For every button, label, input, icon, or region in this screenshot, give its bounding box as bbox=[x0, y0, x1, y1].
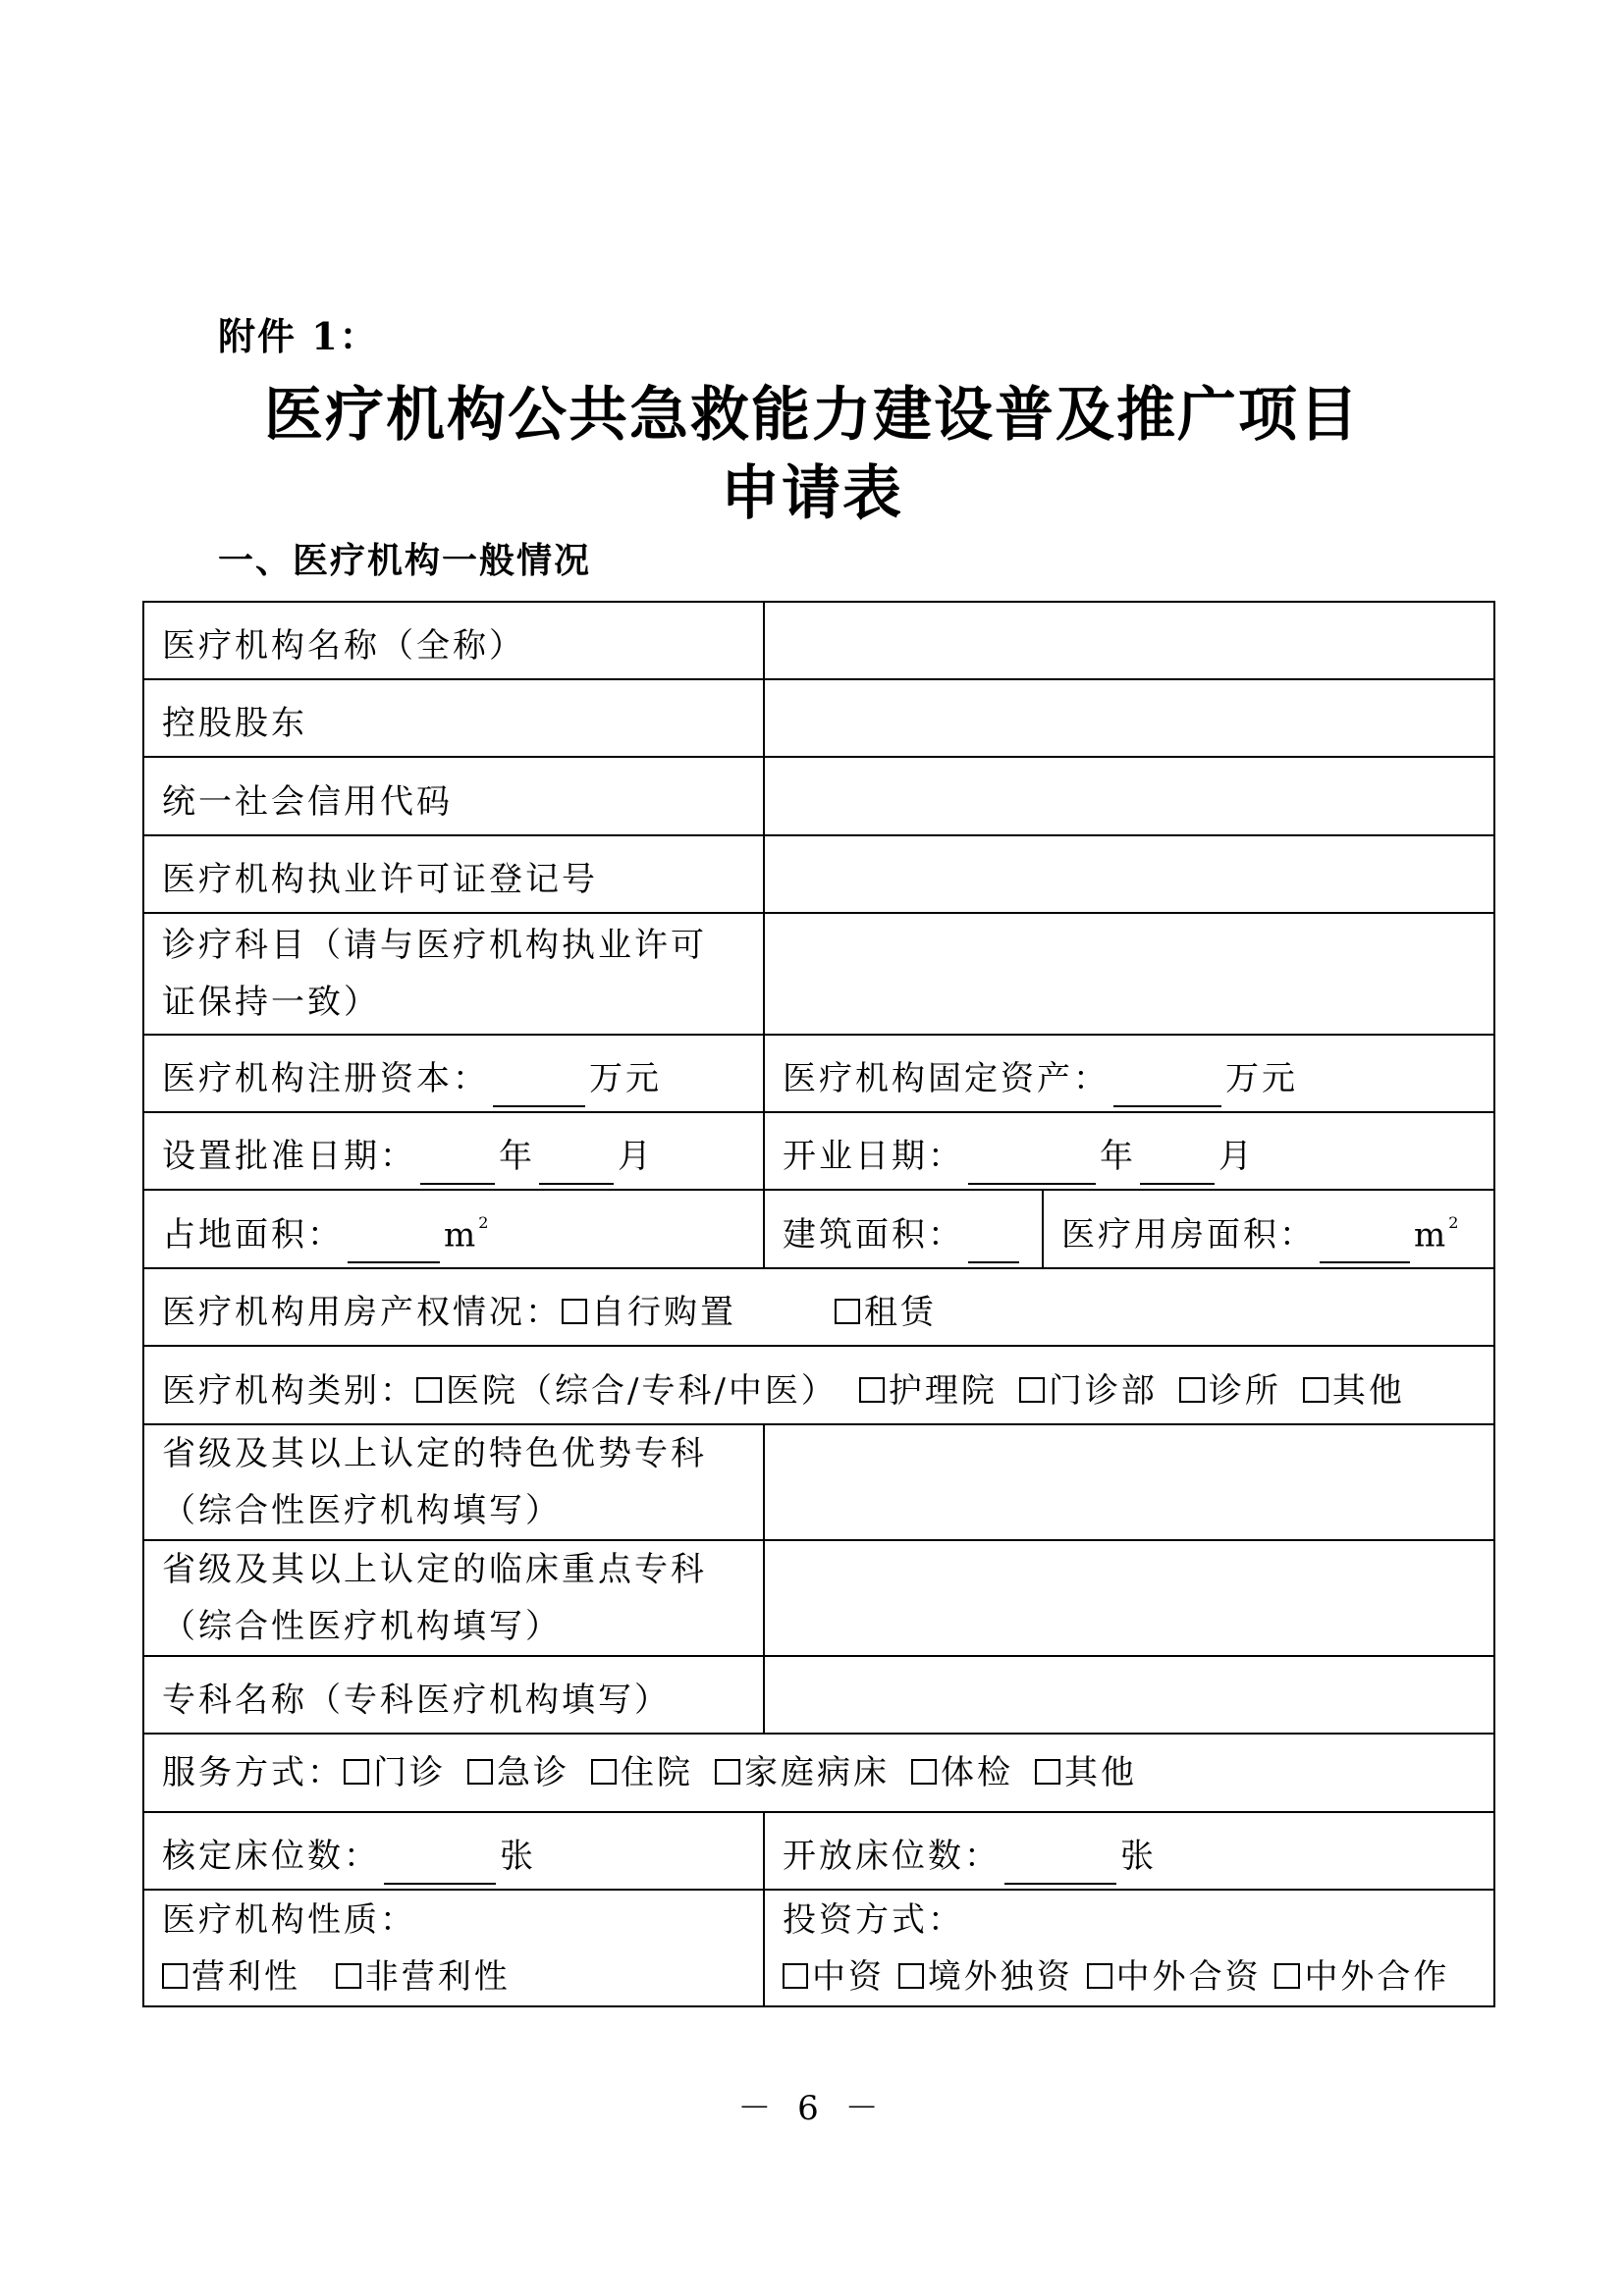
checkbox-icon[interactable] bbox=[1087, 1963, 1112, 1989]
form-row-capital bbox=[144, 1036, 1493, 1113]
approval-month-unit: 月 bbox=[618, 1137, 654, 1176]
form-row-departments bbox=[144, 914, 1493, 1036]
checkbox-icon[interactable] bbox=[1303, 1377, 1328, 1403]
license-no-field[interactable] bbox=[765, 836, 1493, 912]
fixed-assets-input[interactable] bbox=[1113, 1072, 1221, 1107]
checkbox-icon[interactable] bbox=[1019, 1377, 1045, 1403]
opening-year-unit: 年 bbox=[1100, 1137, 1136, 1176]
checkbox-icon[interactable] bbox=[416, 1377, 442, 1403]
investment-options bbox=[783, 1949, 1449, 2005]
key-specialty-field[interactable] bbox=[765, 1541, 1493, 1655]
property-label: 医疗机构用房产权情况： bbox=[162, 1293, 562, 1332]
approval-month-input[interactable] bbox=[539, 1149, 614, 1185]
form-row-beds bbox=[144, 1813, 1493, 1891]
checkbox-icon[interactable] bbox=[835, 1299, 860, 1324]
opening-year-input[interactable] bbox=[968, 1149, 1096, 1185]
nature-cell bbox=[144, 1891, 765, 2005]
form-row-dates bbox=[144, 1113, 1493, 1191]
checkbox-icon[interactable] bbox=[591, 1759, 617, 1785]
land-area-label: 占地面积： bbox=[162, 1215, 344, 1255]
form-row-key-specialty bbox=[144, 1541, 1493, 1657]
building-area-label: 建筑面积： bbox=[783, 1215, 964, 1255]
nature-options bbox=[162, 1949, 532, 2005]
approved-beds-label: 核定床位数： bbox=[162, 1837, 380, 1876]
license-no-label: 医疗机构执业许可证登记号 bbox=[144, 836, 765, 912]
registered-capital-label: 医疗机构注册资本： bbox=[162, 1059, 489, 1098]
attachment-label: 附件 1： bbox=[218, 314, 379, 358]
registered-capital-unit: 万元 bbox=[589, 1059, 662, 1098]
registered-capital-cell bbox=[144, 1036, 765, 1111]
open-beds-cell bbox=[765, 1813, 1493, 1889]
form-row-org-name bbox=[144, 603, 1493, 680]
land-area-cell bbox=[144, 1191, 765, 1267]
checkbox-icon[interactable] bbox=[467, 1759, 493, 1785]
property-option-purchase[interactable]: 自行购置 bbox=[562, 1284, 736, 1341]
org-name-label: 医疗机构名称（全称） bbox=[144, 603, 765, 678]
checkbox-icon[interactable] bbox=[562, 1299, 587, 1324]
specialty-name-field[interactable] bbox=[765, 1657, 1493, 1733]
checkbox-icon[interactable] bbox=[1035, 1759, 1060, 1785]
nature-option-profit[interactable]: 营利性 bbox=[162, 1949, 300, 2005]
departments-label-line1: 诊疗科目（请与医疗机构执业许可 bbox=[162, 926, 707, 965]
service-option-checkup[interactable]: 体检 bbox=[911, 1744, 1013, 1801]
org-name-field[interactable] bbox=[765, 603, 1493, 678]
opening-month-unit: 月 bbox=[1218, 1137, 1255, 1176]
nature-option-nonprofit[interactable]: 非营利性 bbox=[336, 1949, 511, 2005]
investment-option-domestic[interactable]: 中资 bbox=[783, 1949, 885, 2005]
form-row-shareholder bbox=[144, 680, 1493, 758]
checkbox-icon[interactable] bbox=[1274, 1963, 1300, 1989]
open-beds-input[interactable] bbox=[1004, 1849, 1116, 1885]
approved-beds-unit: 张 bbox=[500, 1837, 536, 1876]
property-cell bbox=[144, 1269, 1493, 1345]
category-option-hospital[interactable]: 医院（综合/专科/中医） bbox=[416, 1362, 838, 1419]
investment-label: 投资方式： bbox=[783, 1899, 964, 1940]
service-option-outpatient[interactable]: 门诊 bbox=[344, 1744, 446, 1801]
category-option-outpatient[interactable]: 门诊部 bbox=[1019, 1362, 1158, 1419]
shareholder-label: 控股股东 bbox=[144, 680, 765, 756]
application-form bbox=[142, 601, 1495, 2007]
category-option-clinic[interactable]: 诊所 bbox=[1179, 1362, 1281, 1419]
category-cell bbox=[144, 1347, 1493, 1423]
approved-beds-input[interactable] bbox=[384, 1849, 496, 1885]
checkbox-icon[interactable] bbox=[1179, 1377, 1205, 1403]
page-subtitle: 申请表 bbox=[721, 459, 903, 528]
checkbox-icon[interactable] bbox=[715, 1759, 740, 1785]
property-option-lease[interactable]: 租赁 bbox=[835, 1284, 937, 1341]
form-row-property bbox=[144, 1269, 1493, 1347]
checkbox-icon[interactable] bbox=[898, 1963, 924, 1989]
opening-month-input[interactable] bbox=[1140, 1149, 1215, 1185]
departments-label bbox=[144, 914, 765, 1034]
form-row-service bbox=[144, 1735, 1493, 1813]
key-specialty-label bbox=[144, 1541, 765, 1655]
category-option-nursing[interactable]: 护理院 bbox=[859, 1362, 998, 1419]
approval-year-input[interactable] bbox=[420, 1149, 495, 1185]
checkbox-icon[interactable] bbox=[162, 1963, 188, 1989]
credit-code-label: 统一社会信用代码 bbox=[144, 758, 765, 834]
form-row-areas bbox=[144, 1191, 1493, 1269]
fixed-assets-unit: 万元 bbox=[1225, 1059, 1298, 1098]
service-option-other[interactable]: 其他 bbox=[1035, 1744, 1137, 1801]
medical-area-label: 医疗用房面积： bbox=[1061, 1215, 1316, 1255]
building-area-cell bbox=[765, 1191, 1044, 1267]
form-row-specialty-name bbox=[144, 1657, 1493, 1735]
service-label: 服务方式： bbox=[162, 1753, 344, 1792]
medical-area-unit: $m^2$ bbox=[1414, 1212, 1462, 1255]
approval-year-unit: 年 bbox=[499, 1137, 535, 1176]
medical-area-cell bbox=[1044, 1191, 1493, 1267]
approval-date-cell bbox=[144, 1113, 765, 1189]
checkbox-icon[interactable] bbox=[344, 1759, 369, 1785]
service-option-inpatient[interactable]: 住院 bbox=[591, 1744, 693, 1801]
specialty-name-label: 专科名称（专科医疗机构填写） bbox=[144, 1657, 765, 1733]
form-row-nature bbox=[144, 1891, 1493, 2005]
service-option-emergency[interactable]: 急诊 bbox=[467, 1744, 569, 1801]
open-beds-unit: 张 bbox=[1120, 1837, 1157, 1876]
section-heading: 一、医疗机构一般情况 bbox=[218, 540, 592, 581]
investment-option-coop[interactable]: 中外合作 bbox=[1274, 1949, 1449, 2005]
opening-date-label: 开业日期： bbox=[783, 1137, 964, 1176]
form-row-featured-specialty bbox=[144, 1425, 1493, 1541]
featured-specialty-field[interactable] bbox=[765, 1425, 1493, 1539]
approved-beds-cell bbox=[144, 1813, 765, 1889]
opening-date-cell bbox=[765, 1113, 1493, 1189]
form-row-category bbox=[144, 1347, 1493, 1425]
key-specialty-line1: 省级及其以上认定的临床重点专科 bbox=[162, 1550, 707, 1589]
fixed-assets-cell bbox=[765, 1036, 1493, 1111]
checkbox-icon[interactable] bbox=[911, 1759, 937, 1785]
featured-specialty-label bbox=[144, 1425, 765, 1539]
investment-cell bbox=[765, 1891, 1493, 2005]
building-area-input[interactable] bbox=[968, 1228, 1019, 1263]
page-title: 医疗机构公共急救能力建设普及推广项目 bbox=[264, 381, 1360, 450]
key-specialty-line2: （综合性医疗机构填写） bbox=[162, 1607, 562, 1646]
investment-option-jv[interactable]: 中外合资 bbox=[1087, 1949, 1262, 2005]
investment-option-foreign[interactable]: 境外独资 bbox=[898, 1949, 1073, 2005]
category-label: 医疗机构类别： bbox=[162, 1371, 416, 1411]
approval-date-label: 设置批准日期： bbox=[162, 1137, 416, 1176]
land-area-input[interactable] bbox=[348, 1228, 440, 1263]
departments-field[interactable] bbox=[765, 914, 1493, 1034]
featured-specialty-line2: （综合性医疗机构填写） bbox=[162, 1491, 562, 1530]
registered-capital-input[interactable] bbox=[493, 1072, 585, 1107]
departments-label-line2: 证保持一致） bbox=[162, 983, 380, 1022]
form-row-credit-code bbox=[144, 758, 1493, 836]
category-option-other[interactable]: 其他 bbox=[1303, 1362, 1405, 1419]
service-option-home-bed[interactable]: 家庭病床 bbox=[715, 1744, 890, 1801]
service-cell bbox=[144, 1735, 1493, 1811]
open-beds-label: 开放床位数： bbox=[783, 1837, 1001, 1876]
checkbox-icon[interactable] bbox=[783, 1963, 808, 1989]
page-number: － 6 － bbox=[737, 2089, 887, 2128]
nature-label: 医疗机构性质： bbox=[162, 1899, 416, 1940]
credit-code-field[interactable] bbox=[765, 758, 1493, 834]
medical-area-input[interactable] bbox=[1320, 1228, 1410, 1263]
checkbox-icon[interactable] bbox=[859, 1377, 885, 1403]
featured-specialty-line1: 省级及其以上认定的特色优势专科 bbox=[162, 1434, 707, 1473]
checkbox-icon[interactable] bbox=[336, 1963, 361, 1989]
land-area-unit: $m^2$ bbox=[444, 1212, 492, 1255]
fixed-assets-label: 医疗机构固定资产： bbox=[783, 1059, 1110, 1098]
form-row-license-no bbox=[144, 836, 1493, 914]
shareholder-field[interactable] bbox=[765, 680, 1493, 756]
